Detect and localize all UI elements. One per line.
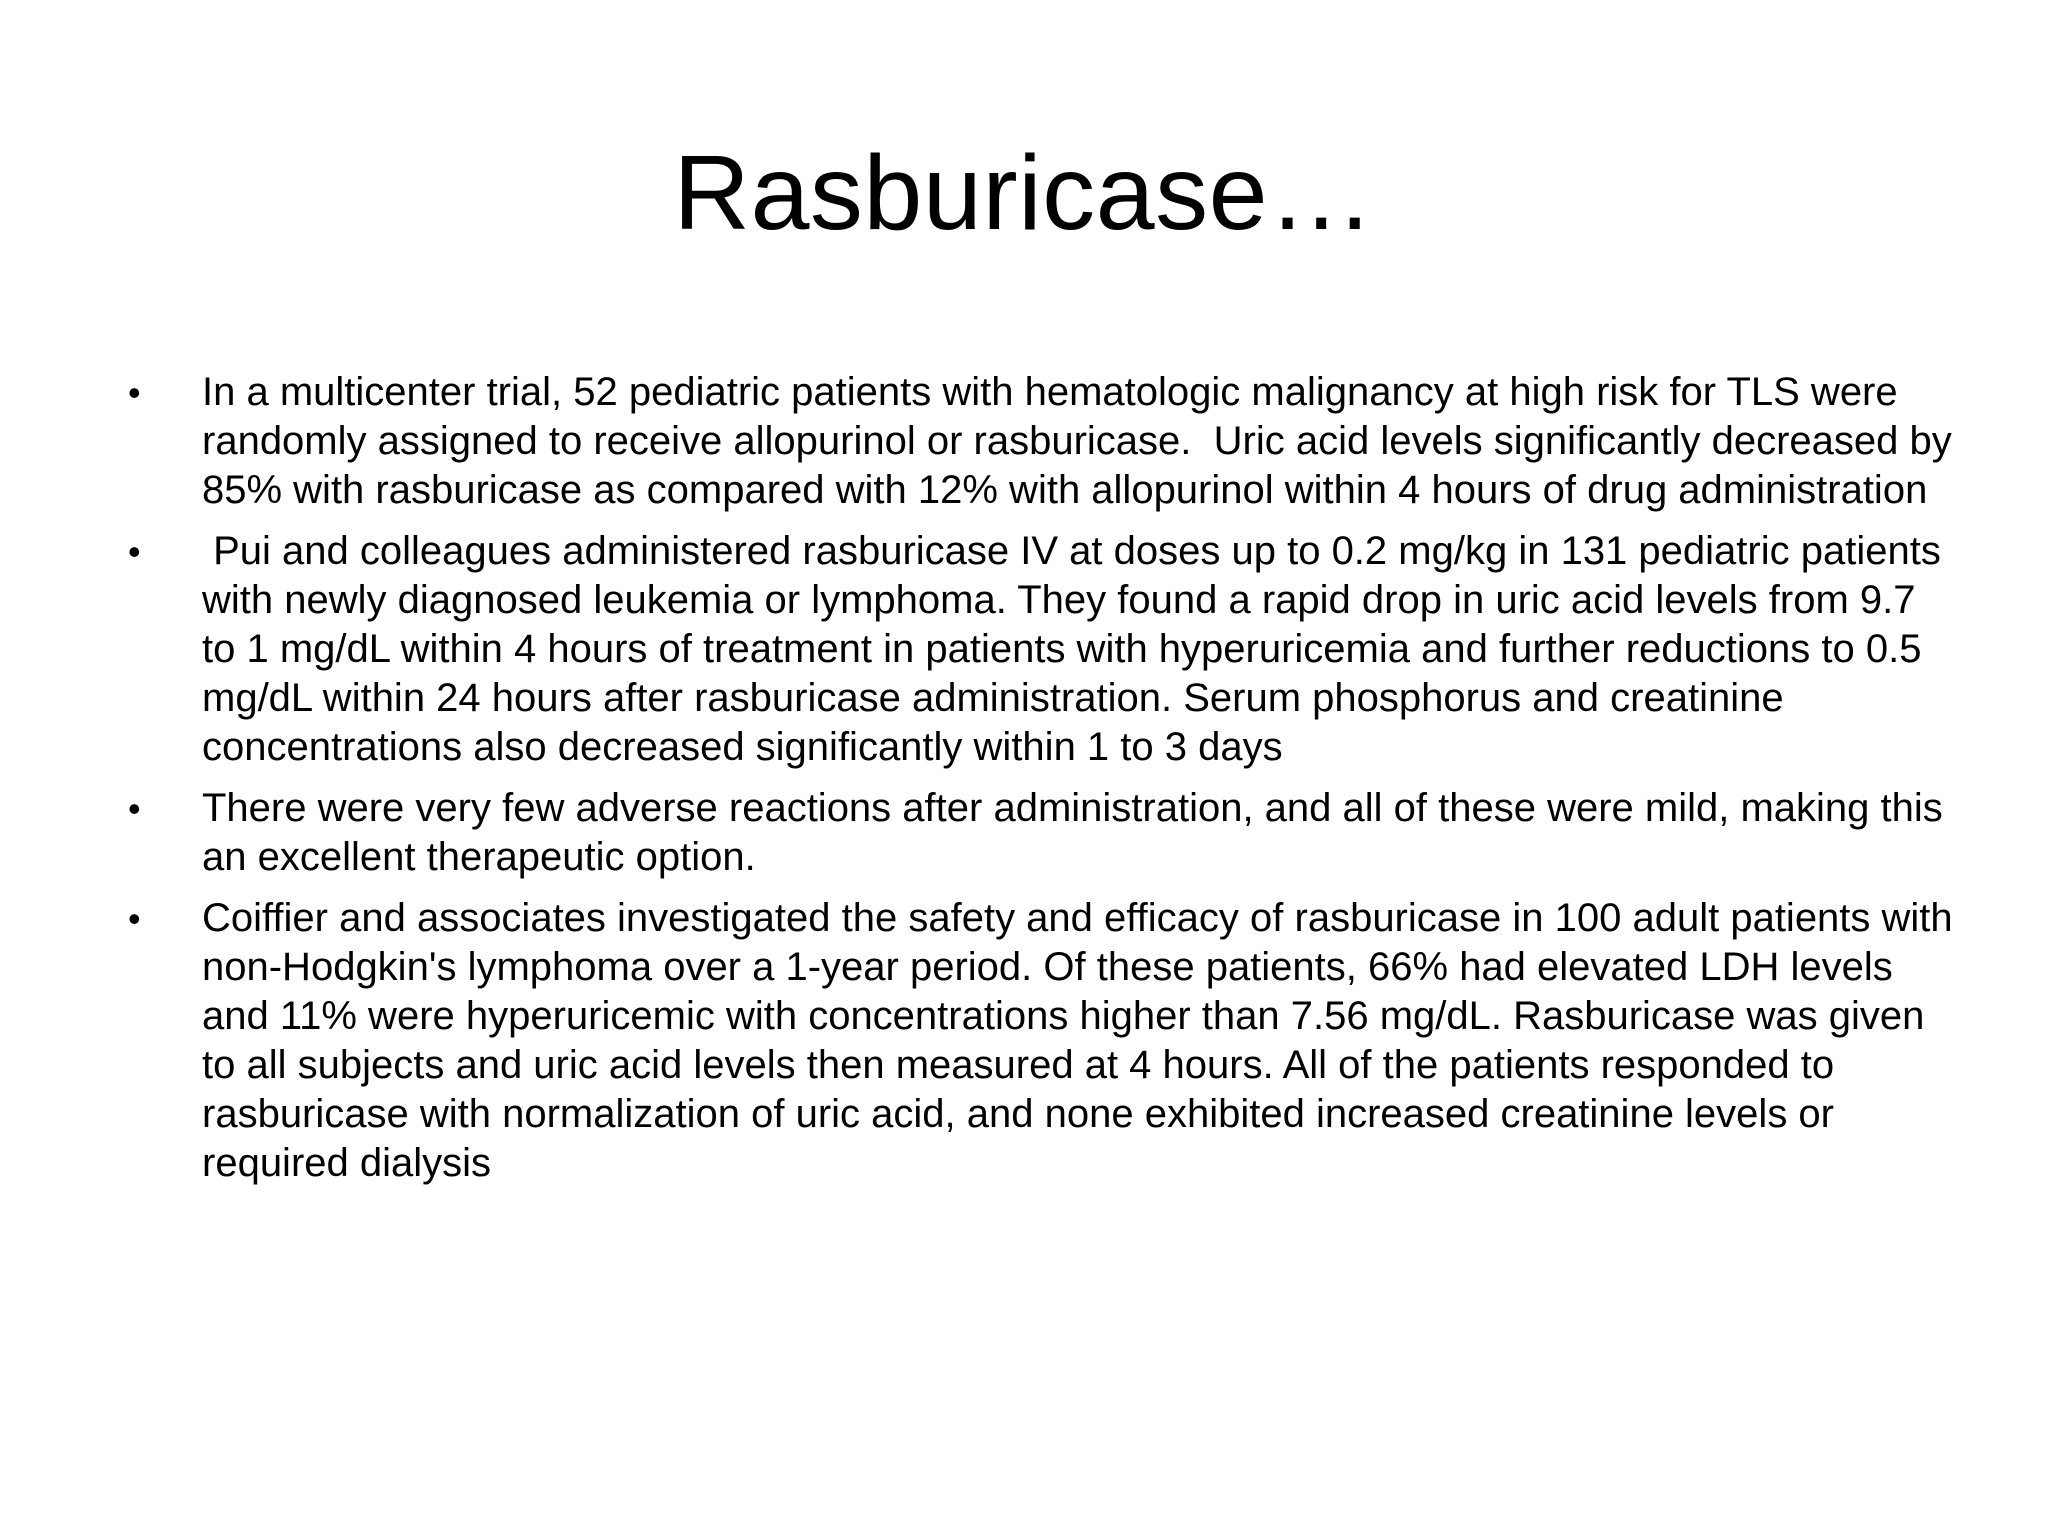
bullet-text: There were very few adverse reactions after administration, and all of these were mild, making this an excellent therapeutic option.: [202, 786, 1954, 879]
bullet-text: In a multicenter trial, 52 pediatric patients with hematologic malignancy at high risk for TLS were randomly assigned to receive allopurinol or rasburicase. Uric acid levels significantly decreased by 85% with rasburicase as compared with 12% with allopurinol within 4 hours of drug administration: [202, 370, 1963, 512]
bullet-list: [128, 368, 1964, 1200]
bullet-text: Coiffier and associates investigated the safety and efficacy of rasburicase in 100 adult patients with non-Hodgkin's lymphoma over a 1-year period. Of these patients, 66% had elevated LDH levels and 11% were hyperuricemic with concentrations higher than 7.56 mg/dL. Rasburicase was given to all subjects and uric acid levels then measured at 4 hours. All of the patients responded to rasburicase with normalization of uric acid, and none exhibited increased creatinine levels or required dialysis: [202, 896, 1964, 1185]
bullet-text: Pui and colleagues administered rasburicase IV at doses up to 0.2 mg/kg in 131 pediatric patients with newly diagnosed leukemia or lymphoma. They found a rapid drop in uric acid levels from 9.7 to 1 mg/dL within 4 hours of treatment in patients with hyperuricemia and further reductions to 0.5 mg/dL within 24 hours after rasburicase administration. Serum phosphorus and creatinine concentrations also decreased significantly within 1 to 3 days: [202, 529, 1952, 769]
bullet-icon: •: [128, 898, 141, 939]
bullet-item: [128, 894, 1964, 1188]
bullet-item: [128, 527, 1958, 772]
bullet-item: [128, 784, 1958, 882]
slide-title: Rasburicase…: [673, 134, 1375, 252]
bullet-icon: •: [128, 531, 141, 572]
bullet-item: [128, 368, 1963, 515]
bullet-icon: •: [128, 788, 141, 829]
bullet-icon: •: [128, 372, 141, 413]
